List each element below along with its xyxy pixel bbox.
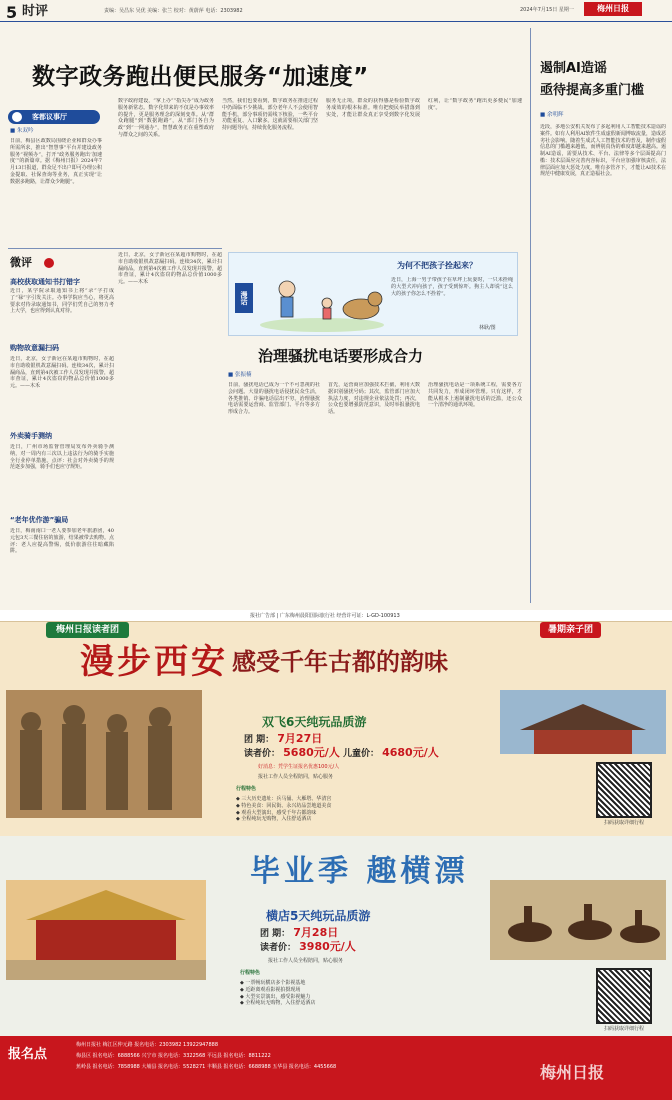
second-article-title: 治理骚扰电话要形成合力 — [258, 347, 424, 365]
ad-top-strip — [0, 610, 672, 622]
hengdian-feature: ◆ 全程纯玩无购物，入住舒适酒店 — [240, 1000, 316, 1007]
cartoon-credit: 林耿/图 — [479, 325, 496, 331]
xian-tour-name: 双飞6天纯玩品质游 — [262, 715, 367, 729]
hengdian-price: 3980元/人 — [299, 940, 356, 953]
second-article-author: ■ 张振楠 — [228, 372, 252, 378]
horse-riders-image — [490, 880, 666, 960]
hengdian-feature: ◆ 一票畅玩横店多个影视基地 — [240, 980, 306, 986]
hengdian-price-label: 读者价： — [260, 943, 297, 953]
pagoda-image — [500, 690, 666, 754]
brief-title-1: 高校获取通知书打错字 — [10, 278, 80, 286]
hengdian-price-row — [260, 940, 356, 955]
brief-title-3: 外卖骑手测纳 — [10, 432, 52, 440]
brief-title-2: 购物故意漏扫码 — [10, 344, 59, 352]
xian-child-price: 4680元/人 — [382, 746, 439, 759]
cartoon-title: 为何不把孩子拴起来？ — [397, 261, 477, 270]
main-article-col1: 日前，梅县区政数局围绕企业和群众办事所需所求，推出“智慧事”平台并建设政务服务“视频办”，打开“政务服务跑出‘加速度’”的新篇章。据《梅州日报》2024年7月13日报道，群众足不出户即可办理公积金提取、社保查询等业务，真正实现“让数据多跑路，让群众少跑腿”。 — [10, 138, 102, 185]
cartoon-caption: 近日，上海一男子带孩子在草坪上玩耍时，一只未拴绳的大型犬冲向孩子，孩子受到惊吓。狗主人却说“这么大的孩子你怎么不拴着”。 — [391, 277, 513, 297]
xian-feature: ◆ 全程纯玩无购物，入住舒适酒店 — [236, 816, 312, 823]
xian-adult-price: 5680元/人 — [283, 746, 340, 759]
xian-date: 7月27日 — [277, 732, 323, 745]
hengdian-feature: ◆ 大型实景演出，感受影视魅力 — [240, 993, 311, 1000]
main-article-col4: 服务无止境，群众的获得感是检验数字政务成效的根本标准。唯有把便民举措落到实处，才能让群众真正享受到数字化发展红利，让“数字政务”跑出更多便民“加速度”。 — [326, 98, 522, 118]
side-article-title-2: 亟待提高多重门槛 — [540, 83, 645, 98]
paper-watermark: 梅州日报 — [540, 1063, 605, 1082]
brief-body-2: 近日，北京，女子新冠在某超市购物时，在超市自助收银机故意漏扫码。连续34次，累计扫漏商品，直到第4次被工作人员发现并报警，超市查证，累计4次盗窃的物品总价值1000多元。——木禾 — [10, 356, 114, 389]
paper-logo: 梅州日报 — [584, 2, 642, 16]
ad-season-tag: 暑期亲子团 — [540, 622, 601, 638]
ad-top-strip-text: 报社广告部 | 广东梅州晨阳国际旅行社 经营许可证：L-GD-100913 — [250, 613, 400, 619]
issue-date: 2024年7月15日 星期一 — [520, 7, 574, 13]
side-article-author: ■ 余明辉 — [540, 112, 564, 118]
brief-body-4: 近日，梅南南口一老人要参加老年旅游团，40元包3天三餐住宿的旅游，结果被带去购物。点评：老人应提高警惕，低价旅游往往暗藏陷阱。 — [10, 528, 114, 555]
side-article-title-1: 遏制AI造谣 — [540, 61, 607, 76]
briefs-heading: 微评 — [10, 256, 32, 269]
xian-feature: ◆ 观看大型演出，感受千年古都韵味 — [236, 809, 317, 816]
hengdian-qr-code[interactable] — [596, 968, 652, 1024]
hengdian-date-row — [260, 926, 338, 941]
signup-line: 蕉岭县 报名电话：7858988 大埔县 报名电话：5528271 丰顺县 报名电话：6688988 五华县 报名电话：4455668 — [76, 1063, 337, 1070]
column-icon — [12, 112, 22, 122]
xian-feature: ◆ 特色美食：回民街、永兴坊品尝地道美食 — [236, 802, 332, 809]
main-article-author: ■ 朱双吟 — [10, 128, 34, 134]
ad-brand-badge: 梅州日报读者团 — [46, 622, 129, 638]
xian-child-label: 儿童价： — [342, 749, 379, 759]
hengdian-tour-name: 横店5天纯玩品质游 — [266, 909, 371, 923]
xian-price-label: 读者价： — [244, 749, 281, 759]
terracotta-warriors-image — [6, 690, 202, 818]
editor-credits: 责编：吴昌东 吴优 美编：张兰 校对：黄蔚萍 电话：2303982 — [104, 8, 243, 14]
xian-features — [236, 796, 496, 823]
xian-qr-label: 扫码获取详细行程 — [603, 820, 644, 826]
xian-date-row — [244, 732, 322, 747]
main-article-col3: 当然，我们也要看到，数字政务在推进过程中仍面临不少挑战。部分老年人不会使用智能手机，部分事项仍需线下核验，一些平台功能重复、入口繁多。这就需要相关部门坚持问题导向，持续优化服务流程。 — [222, 98, 318, 131]
xian-service: 报社工作人员全程陪同，贴心服务 — [258, 774, 334, 780]
hengdian-feature: ◆ 近距离观看影视拍摄现场 — [240, 986, 301, 993]
hengdian-qr-label: 扫码获取详细行程 — [603, 1026, 644, 1032]
xian-feature: ◆ 三大历史遗址：兵马俑、大雁塔、华清宫 — [236, 796, 332, 802]
hengdian-service: 报社工作人员全程陪同，贴心服务 — [268, 958, 344, 964]
briefs-continuation — [118, 252, 222, 602]
brief-continuation-text: 近日，北京，女子新冠在某超市购物时，在超市自助收银机故意漏扫码。连续34次，累计扫漏商品，直到第4次被工作人员发现并报警，超市查证，累计4次盗窃的物品总价值1000多元。——木禾 — [118, 252, 222, 285]
cartoon-label: 漫话 — [235, 283, 253, 313]
xian-features-title: 行程特色 — [236, 786, 257, 792]
hengdian-date-label: 团 期： — [260, 929, 291, 939]
xian-qr-code[interactable] — [596, 762, 652, 818]
signup-line: 梅州日报社 梅江区仲元路 报名电话：2303982 13922947888 — [76, 1042, 219, 1048]
page-number: 5 — [6, 3, 18, 22]
column-divider — [530, 28, 531, 603]
xian-title: 漫步西安 — [80, 642, 228, 682]
hengdian-features-title: 行程特色 — [240, 970, 261, 976]
signup-line: 梅县区 报名电话：6888566 兴宁市 报名电话：3322568 平远县 报名电话：8811222 — [76, 1052, 271, 1059]
xian-subtitle: 感受千年古都的韵味 — [232, 647, 448, 676]
xian-price-row — [244, 746, 439, 761]
signup-lines — [76, 1042, 536, 1070]
section-title: 时评 — [22, 4, 49, 19]
palace-image — [6, 880, 206, 980]
second-article-col3: 治理骚扰电话是一项系统工程，需要各方共同发力，形成闭环管理。只有这样，才能从根本上遏制骚扰电话的泛滥，还公众一个清净的通讯环境。 — [428, 382, 522, 409]
brief-body-3: 近日，广州市场监督管理局发布外卖骑手测纳，对一周内有三次以上违法行为的骑手实施全行业停单措施。点评：社会对外卖骑手的规范逐步加强，骑手们也应守规矩。 — [10, 444, 114, 471]
hengdian-date: 7月28日 — [293, 926, 339, 939]
side-article-body: 近段，多地公安机关发布了多起利用人工智能技术造谣的案件。如有人利用AI软件生成虚假新闻博取流量，造成恶劣社会影响。随着生成式人工智能技术的普及，制作虚假信息的门槛越来越低，而辨别真伪的难度却越来越高。遏制AI造谣，需要从技术、平台、法律等多个层面提高门槛：技术层面应完善内容标识，平台应加强审核责任，法律层面应加大惩处力度。唯有多管齐下，才能让AI技术在规范中健康发展，真正造福社会。 — [540, 124, 666, 178]
hengdian-features — [240, 980, 490, 1007]
hengdian-title: 毕业季 趣横漂 — [250, 854, 469, 889]
main-article-col2: 数字政府建设，“掌上办”“指尖办”成为政务服务新常态。数字化带来的不仅是办事效率的提升，更是服务理念的深刻变革。从“群众跑腿”到“数据跑路”，从“部门各自为政”到“一网通办”，智慧政务正在重塑政府与群众之间的关系。 — [118, 98, 214, 138]
column-tag — [8, 110, 100, 124]
second-article-col1: 日前，骚扰电话已成为一个不可忽视的社会问题。大量的骚扰电话侵扰民众生活，各类推销、诈骗电话层出不穷。治理骚扰电话需要运营商、监管部门、平台等多方形成合力。 — [228, 382, 320, 415]
cartoon-illustration — [257, 259, 387, 333]
column-name: 客都议事厅 — [32, 113, 67, 121]
second-article-col2: 首先，运营商应加强技术拦截，利用大数据识别骚扰号码；其次，监管部门应加大执法力度，对违规企业依法处罚；再次，公众也要增强防范意识，及时举报骚扰电话。 — [328, 382, 420, 415]
signup-label: 报名点 — [8, 1047, 48, 1062]
pin-icon — [44, 258, 54, 268]
briefs-divider — [8, 248, 222, 249]
cartoon-box — [228, 252, 518, 336]
xian-note: 好消息：凭学生证报名优惠100元/人 — [258, 764, 340, 770]
brief-title-4: “老年优作游”骗局 — [10, 516, 69, 524]
brief-body-1: 近日，某学院录取通知书上将“录”字打成了“禄”字引发关注。办事学院应当心，将更高要求对待录取通知书，同学们凭自己的努力考上大学，也应得到认真对待。 — [10, 288, 114, 315]
xian-date-label: 团 期： — [244, 735, 275, 745]
main-article-title: 数字政务跑出便民服务“加速度” — [32, 64, 369, 90]
